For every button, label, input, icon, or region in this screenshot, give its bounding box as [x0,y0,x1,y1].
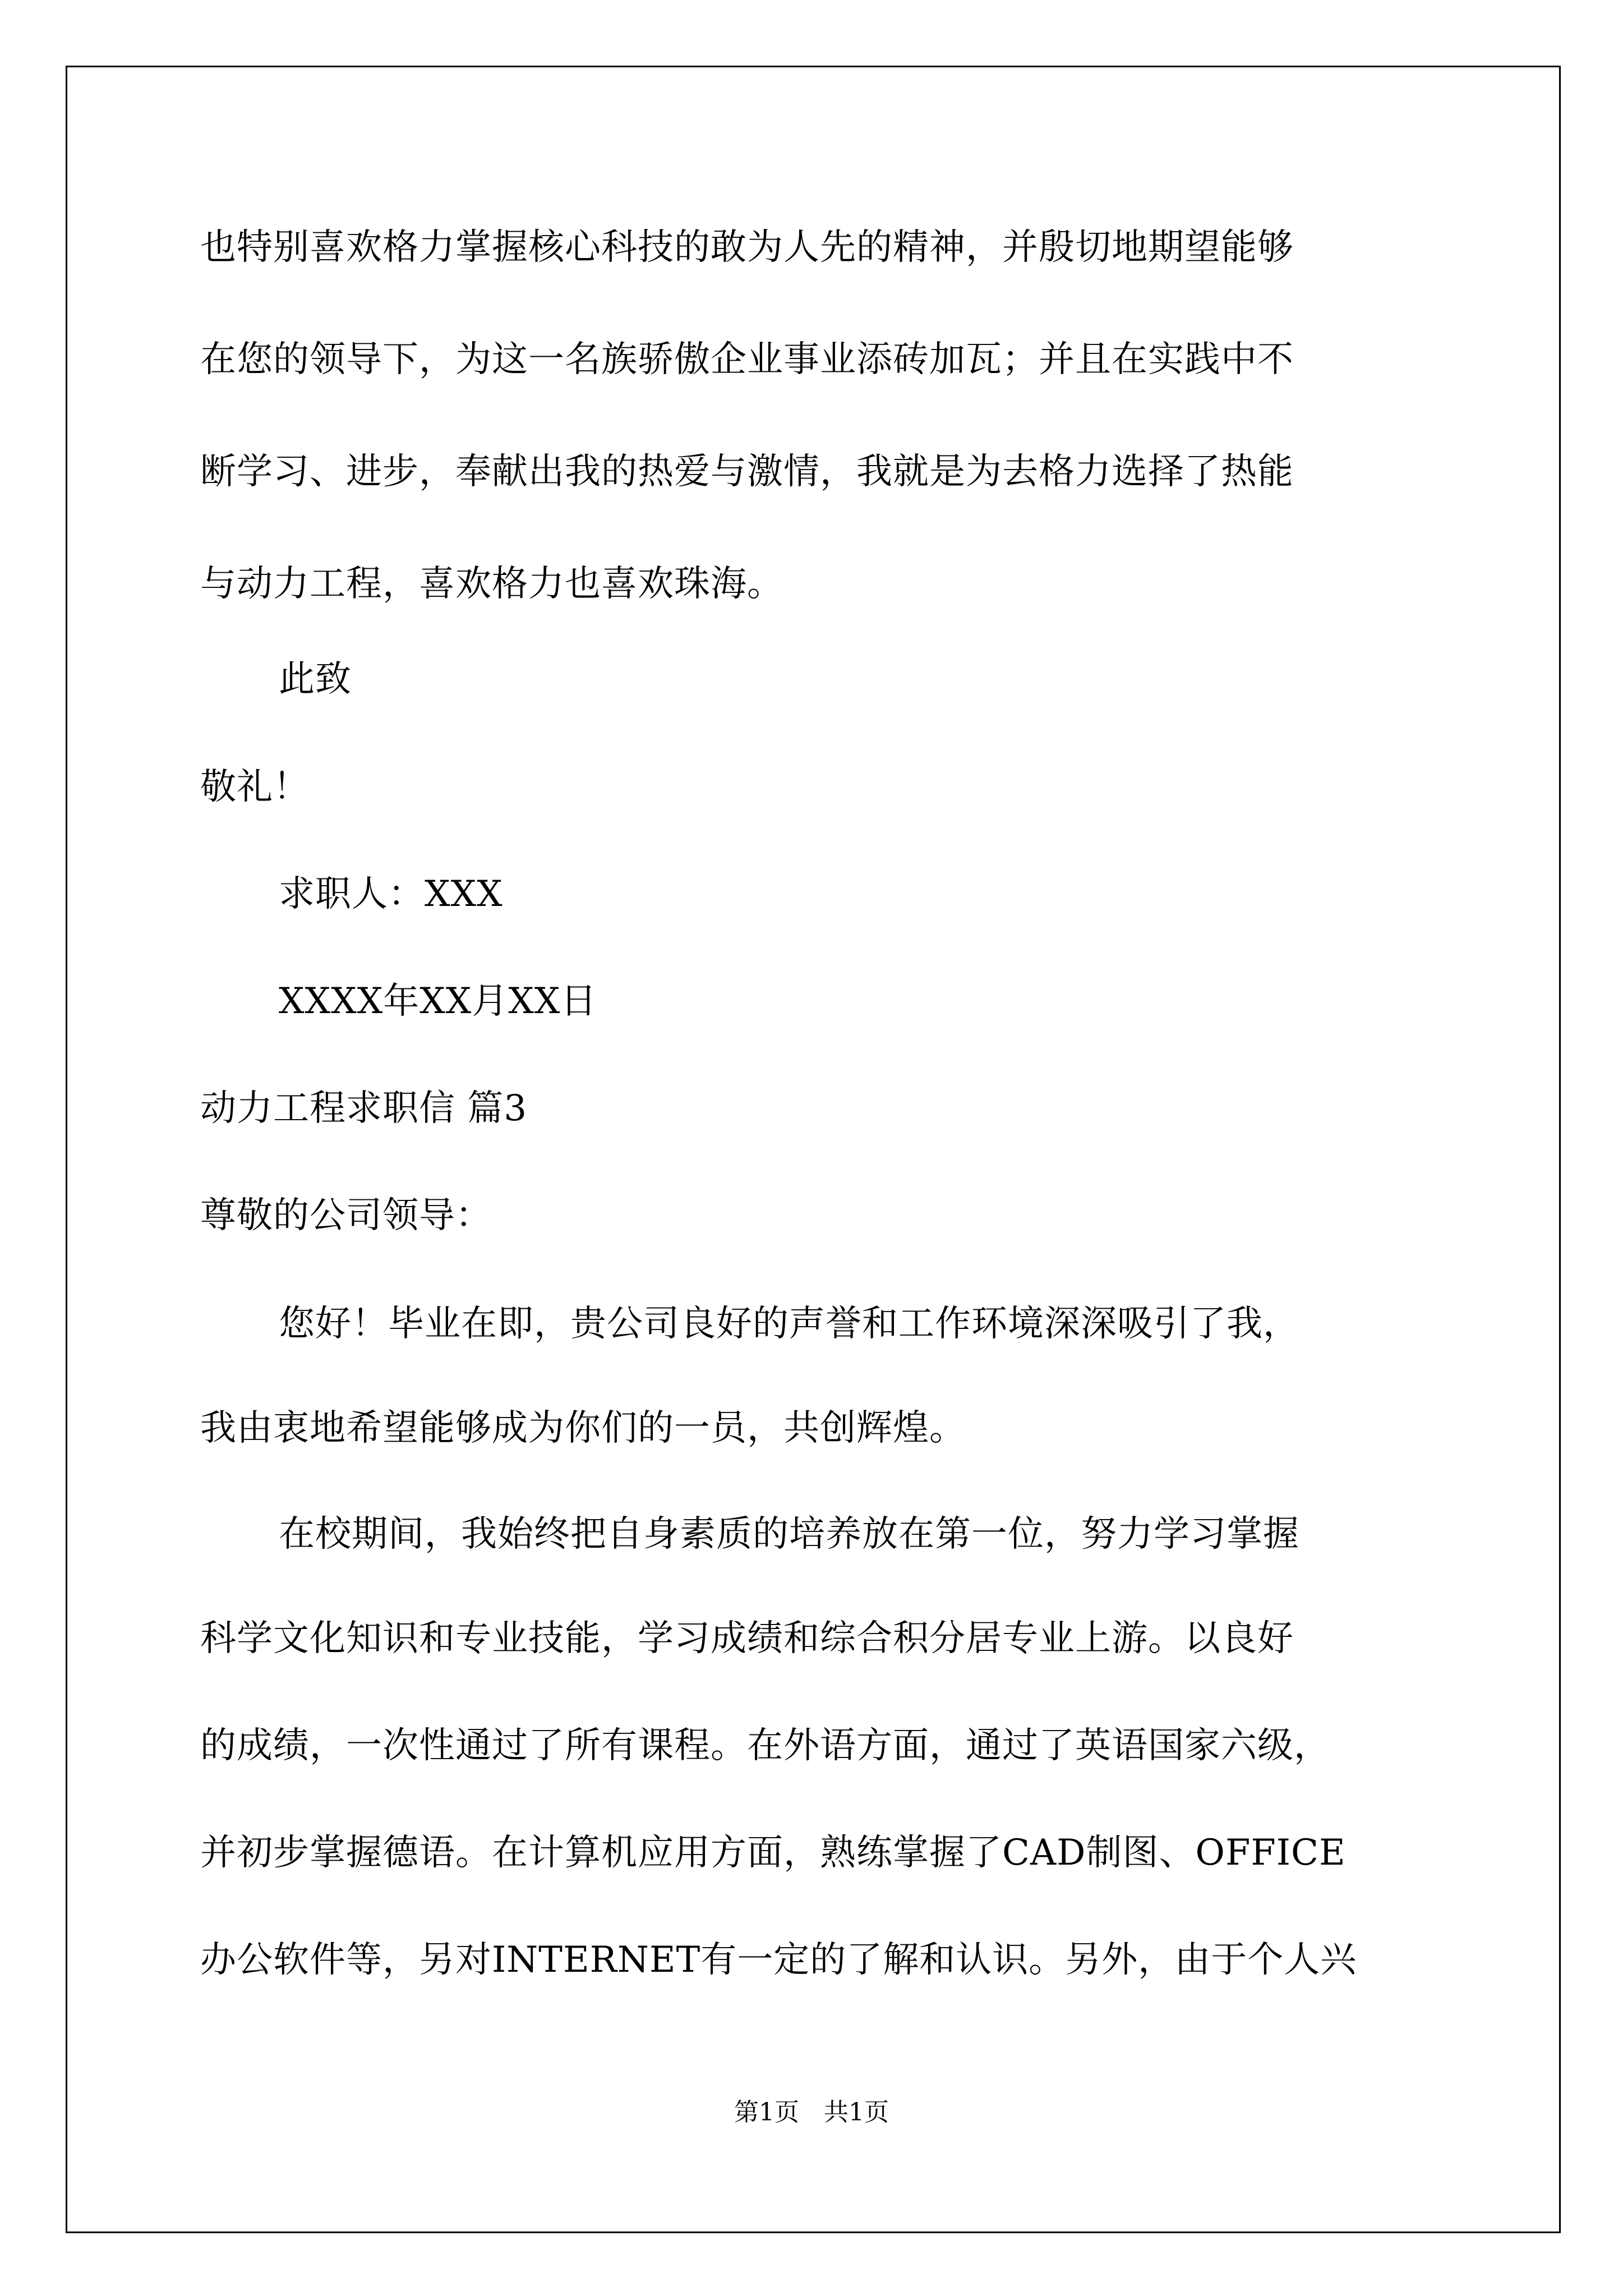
paragraph-line: 在校期间，我始终把自身素质的培养放在第一位，努力学习掌握 [279,1513,1299,1555]
letter-date: XXXX年XX月XX日 [279,981,597,1022]
paragraph-line: 也特别喜欢格力掌握核心科技的敢为人先的精神，并殷切地期望能够 [200,227,1294,268]
paragraph-line: 的成绩，一次性通过了所有课程。在外语方面，通过了英语国家六级， [200,1725,1330,1766]
page-number-footer: 第1页 共1页 [734,2098,889,2127]
salutation-text: 敬礼！ [200,766,310,808]
letter-greeting: 尊敬的公司领导： [200,1195,492,1236]
applicant-signature: 求职人：XXX [279,873,503,915]
closing-text: 此致 [279,659,352,700]
paragraph-line: 断学习、进步，奉献出我的热爱与激情，我就是为去格力选择了热能 [200,451,1294,493]
paragraph-line: 我由衷地希望能够成为你们的一员，共创辉煌。 [200,1407,966,1449]
paragraph-line: 并初步掌握德语。在计算机应用方面，熟练掌握了CAD制图、OFFICE [200,1832,1346,1874]
paragraph-line: 您好！毕业在即，贵公司良好的声誉和工作环境深深吸引了我， [279,1303,1299,1345]
paragraph-line: 科学文化知识和专业技能，学习成绩和综合积分居专业上游。以良好 [200,1618,1294,1659]
paragraph-line: 与动力工程，喜欢格力也喜欢珠海。 [200,563,783,605]
section-title: 动力工程求职信 篇3 [200,1088,528,1129]
page-border [66,66,1561,2233]
paragraph-line: 在您的领导下，为这一名族骄傲企业事业添砖加瓦；并且在实践中不 [200,339,1294,380]
paragraph-line: 办公软件等，另对INTERNET有一定的了解和认识。另外，由于个人兴 [200,1939,1357,1981]
